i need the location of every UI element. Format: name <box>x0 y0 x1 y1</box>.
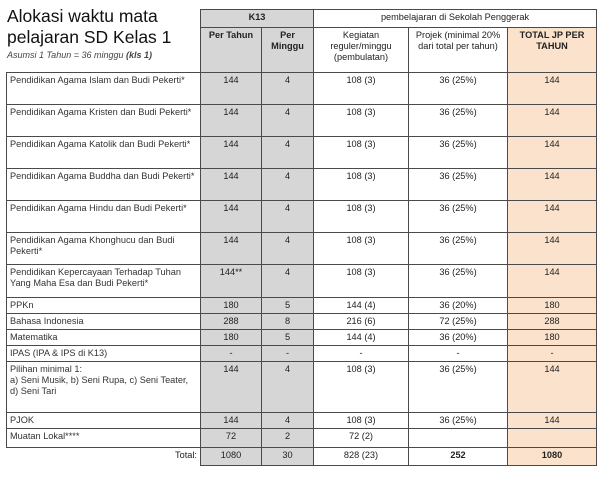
projek-cell: 36 (25%) <box>409 137 508 169</box>
per-tahun-cell: - <box>201 346 262 362</box>
projek-cell: 36 (25%) <box>409 201 508 233</box>
kegiatan-cell: 108 (3) <box>314 233 409 265</box>
subject-cell: Matematika <box>7 330 201 346</box>
per-tahun-cell: 144 <box>201 201 262 233</box>
subject-cell: Pendidikan Agama Islam dan Budi Pekerti* <box>7 73 201 105</box>
subject-cell: Pendidikan Agama Kristen dan Budi Pekerti* <box>7 105 201 137</box>
per-minggu-cell: 4 <box>262 73 314 105</box>
per-tahun-cell: 144 <box>201 105 262 137</box>
per-minggu-cell: 8 <box>262 314 314 330</box>
table-row <box>7 429 597 448</box>
table-row <box>7 413 597 429</box>
subject-cell: Pendidikan Kepercayaan Terhadap Tuhan Yang Maha Esa dan Budi Pekerti* <box>7 265 201 298</box>
projek-cell: 36 (25%) <box>409 233 508 265</box>
per-minggu-cell: 4 <box>262 265 314 298</box>
table-row <box>7 233 597 265</box>
total-per-tahun: 1080 <box>201 448 262 466</box>
per-minggu-cell: 4 <box>262 233 314 265</box>
col-header-total-jp: TOTAL JP PER TAHUN <box>508 28 597 73</box>
total-jp-cell: 144 <box>508 233 597 265</box>
projek-cell: 36 (25%) <box>409 169 508 201</box>
group-header-sekolah-penggerak: pembelajaran di Sekolah Penggerak <box>314 10 597 28</box>
subject-cell: Pendidikan Agama Buddha dan Budi Pekerti* <box>7 169 201 201</box>
subtitle-class: (kls 1) <box>126 50 153 60</box>
subtitle-text: Asumsi 1 Tahun = 36 minggu <box>7 50 124 60</box>
table-row <box>7 298 597 314</box>
total-jp: 1080 <box>508 448 597 466</box>
kegiatan-cell: 216 (6) <box>314 314 409 330</box>
kegiatan-cell: 144 (4) <box>314 330 409 346</box>
per-tahun-cell: 144** <box>201 265 262 298</box>
per-tahun-cell: 180 <box>201 330 262 346</box>
kegiatan-cell: 108 (3) <box>314 265 409 298</box>
subject-cell: IPAS (IPA & IPS di K13) <box>7 346 201 362</box>
total-jp-cell: 180 <box>508 298 597 314</box>
total-jp-cell <box>508 429 597 448</box>
col-header-per-minggu: Per Minggu <box>262 28 314 73</box>
total-jp-cell: 144 <box>508 73 597 105</box>
total-jp-cell: 144 <box>508 265 597 298</box>
total-jp-cell: 144 <box>508 137 597 169</box>
per-minggu-cell: 4 <box>262 413 314 429</box>
total-jp-cell: 180 <box>508 330 597 346</box>
subject-cell: PJOK <box>7 413 201 429</box>
per-tahun-cell: 144 <box>201 233 262 265</box>
title-cell <box>7 10 201 73</box>
subject-cell: Bahasa Indonesia <box>7 314 201 330</box>
subject-cell: Pendidikan Agama Katolik dan Budi Pekerti* <box>7 137 201 169</box>
projek-cell: 36 (20%) <box>409 298 508 314</box>
page-title: Alokasi waktu mata pelajaran SD Kelas 1 <box>7 6 172 47</box>
kegiatan-cell: 108 (3) <box>314 201 409 233</box>
per-tahun-cell: 144 <box>201 73 262 105</box>
total-jp-cell: 288 <box>508 314 597 330</box>
per-tahun-cell: 288 <box>201 314 262 330</box>
per-tahun-cell: 144 <box>201 169 262 201</box>
subject-cell: Muatan Lokal**** <box>7 429 201 448</box>
per-minggu-cell: 4 <box>262 137 314 169</box>
projek-cell: - <box>409 346 508 362</box>
kegiatan-cell: 108 (3) <box>314 362 409 413</box>
kegiatan-cell: 108 (3) <box>314 105 409 137</box>
total-jp-cell: 144 <box>508 413 597 429</box>
kegiatan-cell: 108 (3) <box>314 73 409 105</box>
total-jp-cell: 144 <box>508 169 597 201</box>
table-row <box>7 265 597 298</box>
subject-cell: Pilihan minimal 1: a) Seni Musik, b) Seni Rupa, c) Seni Teater, d) Seni Tari <box>7 362 201 413</box>
totals-label: Total: <box>175 450 197 460</box>
per-minggu-cell: 5 <box>262 330 314 346</box>
per-minggu-cell: - <box>262 346 314 362</box>
projek-cell: 36 (25%) <box>409 73 508 105</box>
table-row <box>7 105 597 137</box>
per-minggu-cell: 4 <box>262 201 314 233</box>
projek-cell: 36 (25%) <box>409 413 508 429</box>
per-tahun-cell: 144 <box>201 362 262 413</box>
per-minggu-cell: 5 <box>262 298 314 314</box>
total-jp-cell: 144 <box>508 201 597 233</box>
kegiatan-cell: - <box>314 346 409 362</box>
kegiatan-cell: 108 (3) <box>314 169 409 201</box>
total-jp-cell: 144 <box>508 362 597 413</box>
subject-cell: PPKn <box>7 298 201 314</box>
projek-cell: 36 (25%) <box>409 265 508 298</box>
table-row <box>7 201 597 233</box>
per-minggu-cell: 4 <box>262 169 314 201</box>
table-row <box>7 169 597 201</box>
total-per-minggu: 30 <box>262 448 314 466</box>
table-row <box>7 314 597 330</box>
table-body <box>7 10 597 466</box>
per-tahun-cell: 144 <box>201 137 262 169</box>
col-header-per-tahun: Per Tahun <box>201 28 262 73</box>
total-jp-cell: 144 <box>508 105 597 137</box>
total-kegiatan: 828 (23) <box>314 448 409 466</box>
projek-cell: 36 (25%) <box>409 105 508 137</box>
per-tahun-cell: 72 <box>201 429 262 448</box>
table-row <box>7 346 597 362</box>
projek-cell: 36 (20%) <box>409 330 508 346</box>
kegiatan-cell: 144 (4) <box>314 298 409 314</box>
kegiatan-cell: 72 (2) <box>314 429 409 448</box>
per-minggu-cell: 4 <box>262 362 314 413</box>
col-header-projek: Projek (minimal 20% dari total per tahun) <box>409 28 508 73</box>
table-row <box>7 362 597 413</box>
projek-cell: 72 (25%) <box>409 314 508 330</box>
allocation-table <box>6 9 597 466</box>
per-minggu-cell: 2 <box>262 429 314 448</box>
table-row <box>7 73 597 105</box>
totals-row <box>7 448 597 466</box>
table-row <box>7 330 597 346</box>
total-projek: 252 <box>409 448 508 466</box>
col-header-kegiatan: Kegiatan reguler/minggu (pembulatan) <box>314 28 409 73</box>
subject-cell: Pendidikan Agama Khonghucu dan Budi Pekerti* <box>7 233 201 265</box>
group-header-k13: K13 <box>201 10 314 28</box>
subject-cell: Pendidikan Agama Hindu dan Budi Pekerti* <box>7 201 201 233</box>
projek-cell <box>409 429 508 448</box>
kegiatan-cell: 108 (3) <box>314 137 409 169</box>
per-tahun-cell: 180 <box>201 298 262 314</box>
projek-cell: 36 (25%) <box>409 362 508 413</box>
kegiatan-cell: 108 (3) <box>314 413 409 429</box>
per-minggu-cell: 4 <box>262 105 314 137</box>
group-header-row <box>7 10 597 28</box>
per-tahun-cell: 144 <box>201 413 262 429</box>
total-jp-cell: - <box>508 346 597 362</box>
table-row <box>7 137 597 169</box>
